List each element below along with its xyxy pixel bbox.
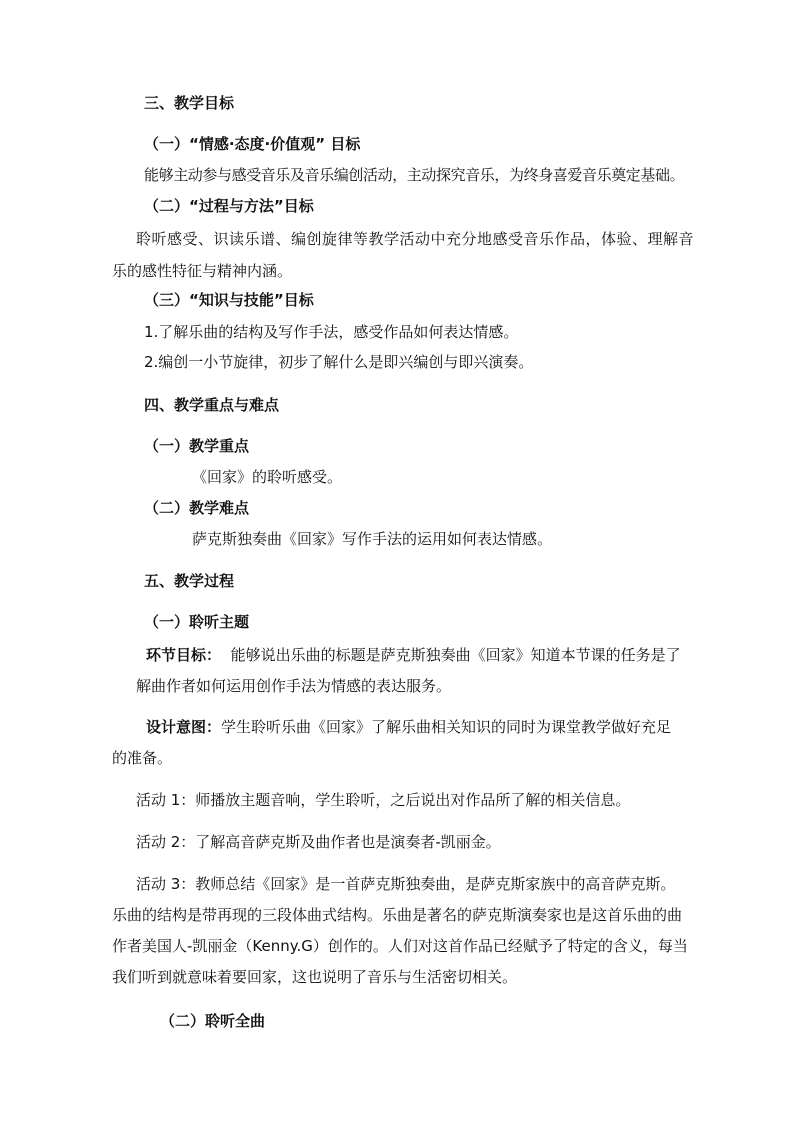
list-item: 2.编创一小节旋律，初步了解什么是即兴编创与即兴演奏。: [144, 353, 534, 371]
activity-line: 乐曲的结构是带再现的三段体曲式结构。乐曲是著名的萨克斯演奏家也是这首乐曲的曲: [112, 906, 683, 924]
subsection-heading: （三）“知识与技能”目标: [144, 291, 314, 309]
activity-line: 活动 1：师播放主题音响，学生聆听，之后说出对作品所了解的相关信息。: [136, 791, 631, 809]
goal-text: 能够说出乐曲的标题是萨克斯独奏曲《回家》知道本节课的任务是了: [230, 646, 681, 664]
paragraph-line: 的准备。: [112, 749, 173, 767]
paragraph-line: [146, 645, 681, 665]
section-heading: 三、教学目标: [144, 94, 235, 112]
subsection-heading: （二）教学难点: [144, 499, 250, 517]
design-text: 学生聆听乐曲《回家》了解乐曲相关知识的同时为课堂教学做好充足: [221, 718, 672, 736]
label-design: 设计意图：: [146, 718, 222, 736]
subsection-heading: （一）教学重点: [144, 437, 250, 455]
subsection-heading: （二）“过程与方法”目标: [144, 197, 314, 215]
label-goal: 环节目标：: [146, 646, 222, 664]
subsection-heading: （二）聆听全曲: [160, 1012, 266, 1030]
paragraph-line: 乐的感性特征与精神内涵。: [112, 262, 293, 280]
subsection-heading: （一）“情感·态度·价值观” 目标: [144, 135, 361, 153]
activity-line: 作者美国人-凯丽金（Kenny.G）创作的。人们对这首作品已经赋予了特定的含义，每当: [112, 937, 688, 955]
section-heading: 五、教学过程: [144, 572, 235, 590]
paragraph-line: 萨克斯独奏曲《回家》写作手法的运用如何表达情感。: [192, 530, 553, 548]
activity-line: 我们听到就意味着要回家，这也说明了音乐与生活密切相关。: [112, 968, 518, 986]
section-heading: 四、教学重点与难点: [144, 396, 280, 414]
list-item: 1.了解乐曲的结构及写作手法，感受作品如何表达情感。: [144, 323, 519, 341]
paragraph-line: 《回家》的聆听感受。: [192, 468, 343, 486]
paragraph-line: 能够主动参与感受音乐及音乐编创活动，主动探究音乐，为终身喜爱音乐奠定基础。: [144, 166, 685, 184]
activity-line: 活动 3：教师总结《回家》是一首萨克斯独奏曲，是萨克斯家族中的高音萨克斯。: [136, 875, 676, 893]
paragraph-line: 聆听感受、识读乐谱、编创旋律等教学活动中充分地感受音乐作品，体验、理解音: [136, 230, 695, 248]
subsection-heading: （一）聆听主题: [144, 613, 250, 631]
paragraph-line: [146, 717, 671, 737]
paragraph-line: 解曲作者如何运用创作手法为情感的表达服务。: [136, 677, 452, 695]
activity-line: 活动 2：了解高音萨克斯及曲作者也是演奏者-凯丽金。: [136, 833, 501, 851]
